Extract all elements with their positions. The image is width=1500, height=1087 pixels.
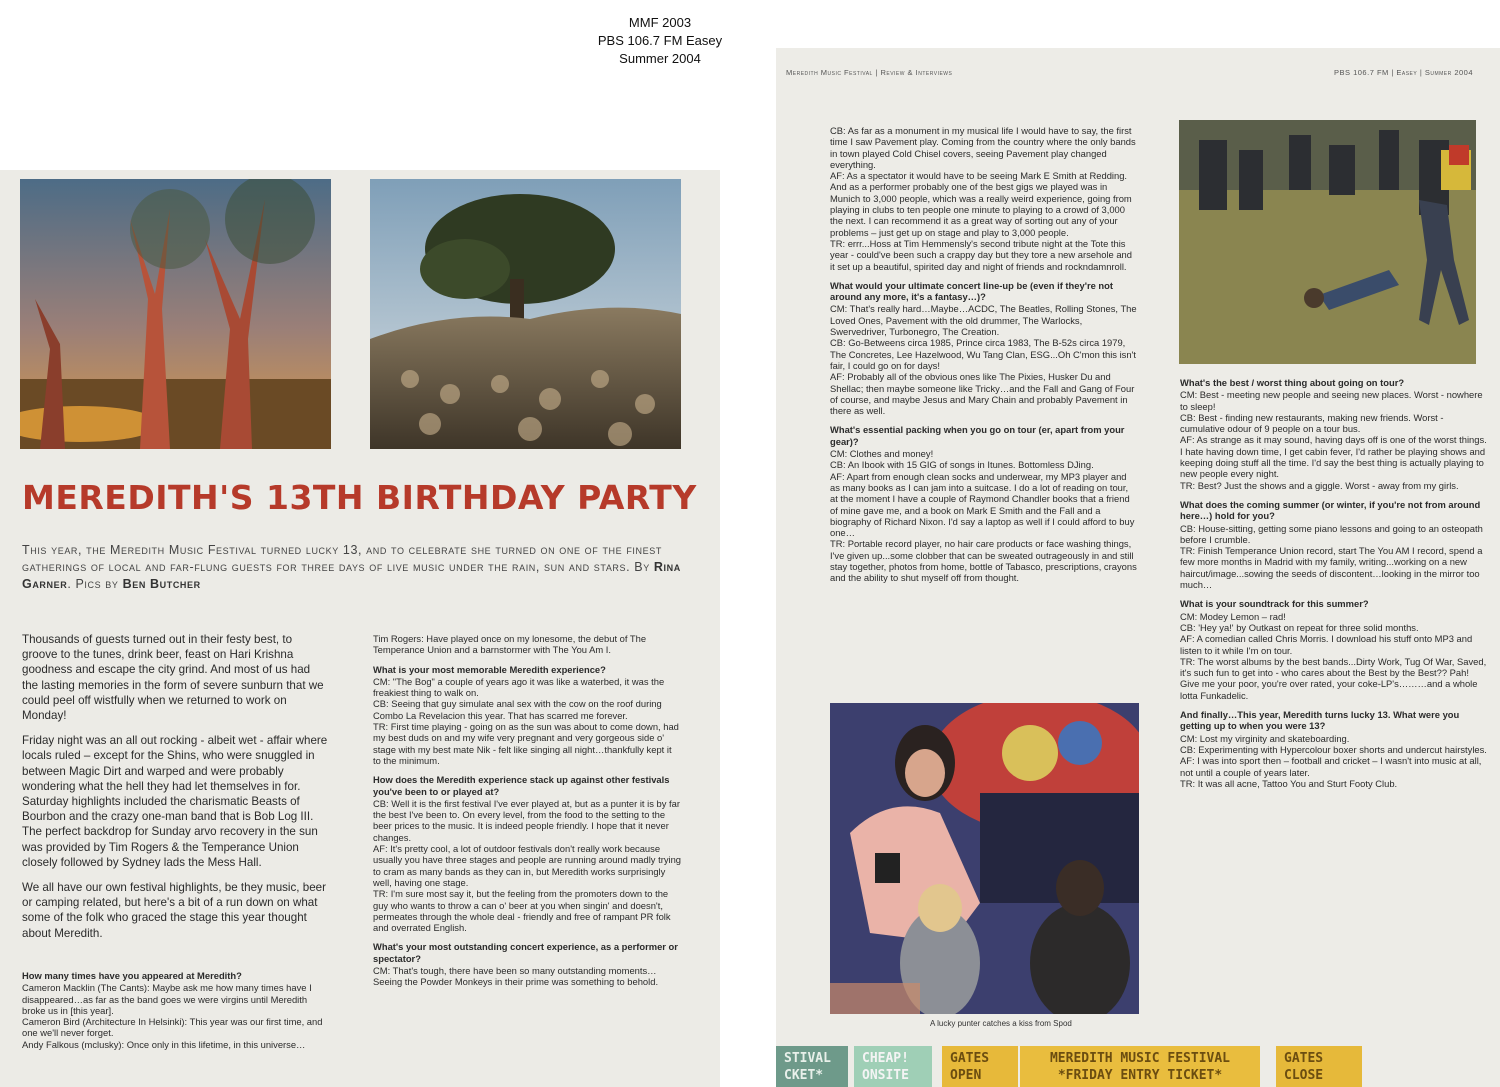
question-heading: And finally…This year, Meredith turns lucky 13. What were you getting up to when you were 13? (1180, 709, 1460, 732)
right-column-2 (1180, 369, 1487, 789)
stamp-line: Summer 2004 (619, 51, 701, 66)
question-heading: What's your most outstanding concert experience, as a performer or spectator? (373, 941, 678, 964)
question-heading: What's the best / worst thing about going on tour? (1180, 377, 1405, 388)
answer: TR: First time playing - going on as the sun was about to come down, had my best duds on and my wife very pregnant and very gorgeous side o' stage with my best mate Nik - felt like singing all night…thankfully kept it to the minimum. (373, 721, 679, 766)
answer: CB: 'Hey ya!' by Outkast on repeat for three solid months. (1180, 621, 1419, 633)
answer: CM: That's tough, there have been so many outstanding moments… Seeing the Powder Monkeys in their prime was something to behold. (373, 965, 659, 988)
article-headline: MEREDITH'S 13TH BIRTHDAY PARTY (22, 478, 697, 517)
answer: TR: It was all acne, Tattoo You and Sturt Footy Club. (1180, 777, 1398, 789)
left-column-2 (373, 633, 681, 988)
archive-stamp (560, 14, 760, 68)
festival-ticket-strip (776, 1046, 1500, 1087)
running-head-right: PBS 106.7 FM | Easey | Summer 2004 (1334, 68, 1474, 77)
body-paragraph: Thousands of guests turned out in their festy best, to groove to the tunes, drink beer, feast on Hari Krishna goodness and escape the city grind. And most of us had the lasting memories in the form of severe sunburn that we could peel off wistfully when we returned to work on Monday! (22, 633, 324, 723)
byline-prefix: By (634, 560, 650, 574)
question-heading: What would your ultimate concert line-up be (even if they're not around any more, it's a fantasy…)? (830, 279, 1113, 303)
answer: AF: I was into sport then – football and cricket – I wasn't into music at all, not until a couple of years later. (1180, 755, 1482, 778)
answer: AF: As strange as it may sound, having days off is one of the worst things. I hate having down time, I get cabin fever, I'd rather be playing shows and keeping doing stuff all the time. I'd say the best thing is actually playing to new people every night. (1180, 434, 1487, 480)
answer: TR: Portable record player, no hair care products or face washing things, I've given up...some clobber that can be sweated outrageously in and still stay together, photos from home, bottle of Tabasco, prescriptions, crayons and the ability to shut myself off from thought. (830, 538, 1137, 584)
question-heading: What's essential packing when you go on tour (er, apart from your gear)? (830, 424, 1125, 447)
left-column-1 (22, 632, 329, 951)
right-column-1 (830, 125, 1137, 584)
body-paragraph: We all have our own festival highlights, be they music, beer or camping related, but here's a bit of a run down on what some of the folk who graced the stage this year thought about Meredith. (22, 881, 326, 940)
answer: CB: Best - finding new restaurants, making new friends. Worst - cumulative odour of 9 people on a tour bus. (1180, 411, 1444, 435)
answer: TR: Finish Temperance Union record, start The You AM I record, spend a few more months in Madrid with my family, writing...working on a new haircut/image...sowing the seeds of discontent…looking in the mirror too much… (1180, 545, 1483, 591)
ticket-festival: STIVAL CKET* (776, 1046, 848, 1087)
photo-trees-sunset (20, 179, 331, 449)
question-heading: What is your soundtrack for this summer? (1180, 598, 1369, 610)
pics-prefix: Pics by (75, 577, 119, 591)
answer: AF: It's pretty cool, a lot of outdoor festivals don't really work because usually you have three stages and people are running around madly trying to cram as many bands as they can in, but Meredith works surprisingly well, having one stage. (373, 843, 682, 888)
answer: AF: A comedian called Chris Morris. I download his stuff onto MP3 and listen to it while I'm on tour. (1180, 633, 1473, 656)
answer: CB: Go-Betweens circa 1985, Prince circa 1983, The B-52s circa 1979, The Concretes, Lee Hazelwood, Wu Tang Clan, ESG...Oh C'mon this isn't fair, I could go on for days! (830, 337, 1136, 371)
question-heading: What is your most memorable Meredith experience? (373, 663, 606, 675)
answer: TR: Best? Just the shows and a giggle. Worst - away from my girls. (1180, 479, 1459, 491)
intro-text: This year, the Meredith Music Festival turned lucky 13, and to celebrate she turned on one of the finest gatherings of local and far-flung guests for three days of live music under the rain, sun and stars. (22, 543, 662, 574)
question-heading: How does the Meredith experience stack up against other festivals you've been to or played at? (373, 774, 670, 797)
answer: CM: Best - meeting new people and seeing new places. Worst - nowhere to sleep! (1180, 389, 1483, 412)
answer: AF: As a spectator it would have to be seeing Mark E Smith at Redding. And as a performer probably one of the best gigs we played was in Munich to 3,000 people, which was a really weird experience, going from playing in clubs to ten people one minute to playing to a crowd of 3,000 the next. I can recommend it as a great way of sorting out any of your problems – just get up on stage and play to 3,000 people. (830, 170, 1132, 238)
question-heading: What does the coming summer (or winter, if you're not from around here…) hold for you? (1180, 498, 1481, 522)
answer: TR: I'm sure most say it, but the feeling from the promoters down to the guy who wants to throw a can o' beer at you when singin' and doesn't, permeates through the whole deal - friendly and free of rampant PR folk and overrated English. (373, 888, 671, 934)
answer: Cameron Bird (Architecture In Helsinki): This year was our first time, and one we'll never forget. (22, 1016, 323, 1039)
answer: CM: Modey Lemon – rad! (1180, 610, 1286, 622)
photo-festival-field (1179, 120, 1476, 364)
answer: CM: Lost my virginity and skateboarding. (1180, 732, 1350, 744)
ticket-friday-entry: MEREDITH MUSIC FESTIVAL *FRIDAY ENTRY TICKET* (1020, 1046, 1260, 1087)
answer: CB: Experimenting with Hypercolour boxer shorts and undercut hairstyles. (1180, 743, 1487, 755)
stamp-line: PBS 106.7 FM Easey (597, 33, 723, 48)
author-name: Rina Garner (22, 560, 681, 591)
photo-singer-kiss (830, 703, 1139, 1014)
answer: TR: errr...Hoss at Tim Hemmensly's second tribute night at the Tote this year - could've been such a crappy day but they tore a new arsehole and it set up a beautiful, spirited day and night of friends and rockndamnroll. (830, 237, 1132, 272)
answer: AF: Probably all of the obvious ones like The Pixies, Husker Du and Shellac; then maybe someone like Tricky…and the Fall and Gang of Four of course, and maybe Jesus and Mary Chain and probably Pavement in there as well. (830, 371, 1135, 417)
stamp-line: MMF 2003 (628, 15, 692, 30)
answer: Andy Falkous (mclusky): Once only in this lifetime, in this universe… (22, 1038, 306, 1050)
answer: CM: That's really hard…Maybe…ACDC, The Beatles, Rolling Stones, The Loved Ones, Pavement with the old drummer, The Warlocks, Swervedriver, Turbonegro, The Creation. (830, 303, 1137, 338)
question-heading: How many times have you appeared at Meredith? (22, 970, 242, 981)
photo-caption: A lucky punter catches a kiss from Spod (930, 1019, 1072, 1028)
answer: CB: An Ibook with 15 GIG of songs in Itunes. Bottomless DJing. (830, 459, 1094, 471)
answer: AF: Apart from enough clean socks and underwear, my MP3 player and as many books as I can jam into a suitcase. I do a lot of reading on tour, at the moment I have a couple of Raymond Chandler books that a friend of mine gave me, and a book on Mark E Smith and the Fall and a biography of Richard Nixon. I'd say a laptop as well if I could afford to buy one… (830, 470, 1135, 539)
body-paragraph: Friday night was an all out rocking - albeit wet - affair where locals ruled – except for the Shins, who were snuggled in between Magic Dirt and warped and were probably wondering what the hell they had let themselves in for. Saturday highlights included the charismatic Beasts of Bourbon and the crazy one-man band that is Bob Log III. The perfect backdrop for Sunday arvo recovery in the sun was provided by Tim Rogers & the Temperance Union closely followed by Sydney lads the Mess Hall. (22, 734, 328, 869)
article-intro: This year, the Meredith Music Festival turned lucky 13, and to celebrate she turned on one of the finest gatherings of local and far-flung guests for three days of live music under the rain, sun and stars. By Rina Garner. Pics by Ben Butcher (22, 543, 681, 591)
answer: CM: "The Bog" a couple of years ago it was like a waterbed, it was the freakiest thing to walk on. (373, 675, 665, 699)
left-column-1-qa (22, 962, 329, 1050)
answer: Tim Rogers: Have played once on my lonesome, the debut of The Temperance Union and a barnstormer with The You Am I. (373, 633, 647, 656)
running-head-left: Meredith Music Festival | Review & Interviews (786, 68, 953, 77)
answer: TR: The worst albums by the best bands...Dirty Work, Tug Of War, Saved, it's such fun to get into - who cares about the Best by the Best?? Pah! Give me your poor, you're over rated, your coke-LP's………and a whole lotta Funkadelic. (1180, 655, 1487, 701)
answer: CB: House-sitting, getting some piano lessons and going to an osteopath before I crumble. (1180, 522, 1483, 545)
answer: CB: Seeing that guy simulate anal sex with the cow on the roof during Combo La Revelacion this year. That has scarred me forever. (373, 698, 662, 721)
photo-crowd-tree (370, 179, 681, 449)
answer: CB: Well it is the first festival I've ever played at, but as a punter it is by far the best I've been to. On every level, from the food to the setting to the beer prices to the music. It is indeed people friendly. I hope that it never changes. (373, 797, 680, 843)
ticket-gates-close: GATES CLOSE (1276, 1046, 1362, 1087)
photographer-name: Ben Butcher (122, 577, 201, 591)
ticket-cheap-onsite: CHEAP! ONSITE (854, 1046, 932, 1087)
answer: Cameron Macklin (The Cants): Maybe ask me how many times have I disappeared…as far as the band goes we were virgins until Meredith broke us in [this year]. (22, 982, 312, 1016)
answer: CM: Clothes and money! (830, 448, 934, 460)
answer: CB: As far as a monument in my musical life I would have to say, the first time I saw Pavement play. Coming from the country where the only bands in town played Cold Chisel covers, seeing Pavement play changed everything. (830, 125, 1136, 170)
ticket-gates-open: GATES OPEN (942, 1046, 1018, 1087)
